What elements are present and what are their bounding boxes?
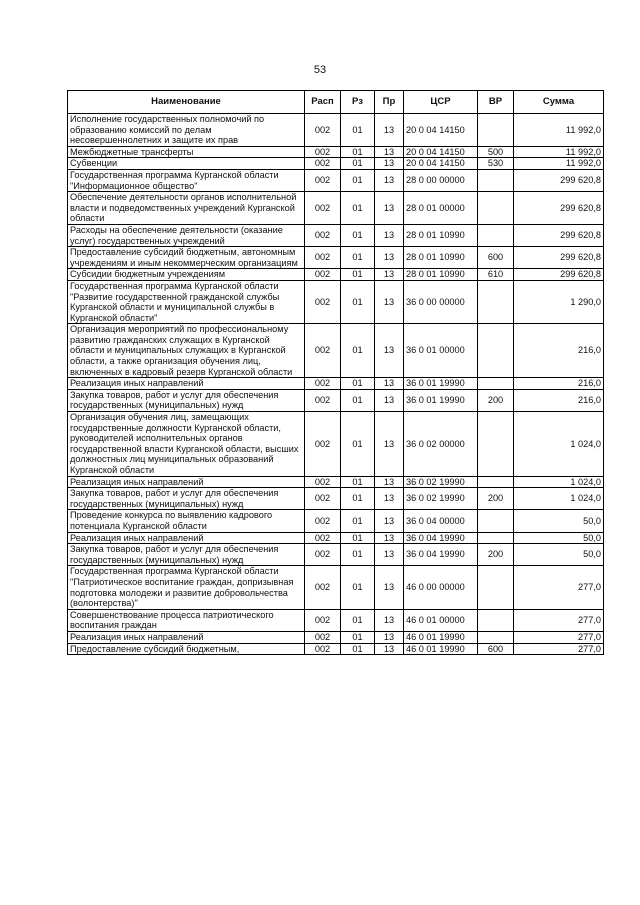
cell-sum: 1 024,0 — [514, 488, 604, 510]
cell-rasp: 002 — [305, 269, 341, 281]
cell-sum: 216,0 — [514, 378, 604, 390]
cell-rasp: 002 — [305, 609, 341, 631]
cell-sum: 50,0 — [514, 544, 604, 566]
cell-sum: 11 992,0 — [514, 146, 604, 158]
cell-name: Межбюджетные трансферты — [68, 146, 305, 158]
cell-pr: 13 — [375, 169, 404, 191]
cell-rz: 01 — [341, 609, 375, 631]
cell-csr: 36 0 04 19990 — [404, 544, 478, 566]
cell-sum: 50,0 — [514, 532, 604, 544]
cell-sum: 1 290,0 — [514, 280, 604, 323]
cell-csr: 28 0 01 10990 — [404, 247, 478, 269]
cell-csr: 36 0 04 19990 — [404, 532, 478, 544]
cell-rasp: 002 — [305, 488, 341, 510]
table-row — [68, 544, 604, 566]
cell-name: Обеспечение деятельности органов исполнительной власти и подведомственных учреждений Курганской области — [68, 192, 305, 225]
cell-vr: 530 — [478, 158, 514, 170]
cell-csr: 20 0 04 14150 — [404, 114, 478, 147]
cell-sum: 277,0 — [514, 643, 604, 655]
cell-sum: 11 992,0 — [514, 114, 604, 147]
cell-vr — [478, 169, 514, 191]
cell-rz: 01 — [341, 192, 375, 225]
cell-name: Субсидии бюджетным учреждениям — [68, 269, 305, 281]
cell-pr: 13 — [375, 488, 404, 510]
cell-sum: 1 024,0 — [514, 476, 604, 488]
cell-name: Организация мероприятий по профессиональному развитию гражданских служащих в Курганской области и муниципальных служащих в Курганской области, а также организация обучения лиц, включенных в кадровый резерв Курганской области — [68, 324, 305, 378]
cell-rz: 01 — [341, 643, 375, 655]
cell-csr: 36 0 01 19990 — [404, 378, 478, 390]
cell-rz: 01 — [341, 146, 375, 158]
cell-rasp: 002 — [305, 544, 341, 566]
cell-csr: 28 0 01 10990 — [404, 224, 478, 246]
table-row — [68, 643, 604, 655]
cell-sum: 299 620,8 — [514, 169, 604, 191]
cell-pr: 13 — [375, 609, 404, 631]
column-header-name: Наименование — [68, 91, 305, 114]
cell-rasp: 002 — [305, 247, 341, 269]
cell-csr: 36 0 02 00000 — [404, 412, 478, 477]
column-header-rasp: Расп — [305, 91, 341, 114]
cell-sum: 216,0 — [514, 389, 604, 411]
cell-rz: 01 — [341, 510, 375, 532]
cell-pr: 13 — [375, 544, 404, 566]
cell-vr: 200 — [478, 544, 514, 566]
cell-vr — [478, 609, 514, 631]
cell-vr: 500 — [478, 146, 514, 158]
cell-vr — [478, 476, 514, 488]
cell-vr — [478, 412, 514, 477]
table-row — [68, 224, 604, 246]
cell-rasp: 002 — [305, 476, 341, 488]
table-row — [68, 488, 604, 510]
table-row — [68, 609, 604, 631]
column-header-csr: ЦСР — [404, 91, 478, 114]
cell-rz: 01 — [341, 280, 375, 323]
cell-name: Расходы на обеспечение деятельности (оказание услуг) государственных учреждений — [68, 224, 305, 246]
cell-pr: 13 — [375, 269, 404, 281]
cell-pr: 13 — [375, 158, 404, 170]
cell-csr: 20 0 04 14150 — [404, 158, 478, 170]
cell-rasp: 002 — [305, 378, 341, 390]
cell-sum: 216,0 — [514, 324, 604, 378]
cell-name: Государственная программа Курганской области "Развитие государственной гражданской службы Курганской области и муниципальной службы в Курганской области" — [68, 280, 305, 323]
page-number: 53 — [313, 64, 327, 76]
cell-csr: 36 0 01 00000 — [404, 324, 478, 378]
cell-name: Предоставление субсидий бюджетным, — [68, 643, 305, 655]
cell-pr: 13 — [375, 324, 404, 378]
cell-csr: 36 0 02 19990 — [404, 488, 478, 510]
cell-name: Исполнение государственных полномочий по образованию комиссий по делам несовершеннолетних и защите их прав — [68, 114, 305, 147]
cell-pr: 13 — [375, 476, 404, 488]
cell-csr: 36 0 00 00000 — [404, 280, 478, 323]
table-row — [68, 169, 604, 191]
cell-name: Совершенствование процесса патриотического воспитания граждан — [68, 609, 305, 631]
cell-rasp: 002 — [305, 146, 341, 158]
cell-sum: 277,0 — [514, 609, 604, 631]
cell-csr: 28 0 01 10990 — [404, 269, 478, 281]
cell-vr: 600 — [478, 247, 514, 269]
table-row — [68, 476, 604, 488]
cell-csr: 28 0 00 00000 — [404, 169, 478, 191]
cell-pr: 13 — [375, 247, 404, 269]
cell-rasp: 002 — [305, 389, 341, 411]
cell-vr — [478, 280, 514, 323]
cell-rz: 01 — [341, 476, 375, 488]
cell-rz: 01 — [341, 158, 375, 170]
cell-name: Реализация иных направлений — [68, 532, 305, 544]
table-row — [68, 192, 604, 225]
cell-vr — [478, 510, 514, 532]
table-row — [68, 114, 604, 147]
cell-sum: 299 620,8 — [514, 247, 604, 269]
column-header-vr: ВР — [478, 91, 514, 114]
cell-name: Реализация иных направлений — [68, 476, 305, 488]
cell-vr: 610 — [478, 269, 514, 281]
cell-name: Закупка товаров, работ и услуг для обеспечения государственных (муниципальных) нужд — [68, 544, 305, 566]
cell-name: Предоставление субсидий бюджетным, автономным учреждениям и иным некоммерческим организациям — [68, 247, 305, 269]
cell-vr — [478, 324, 514, 378]
cell-sum: 277,0 — [514, 631, 604, 643]
cell-rasp: 002 — [305, 192, 341, 225]
cell-rasp: 002 — [305, 643, 341, 655]
cell-rasp: 002 — [305, 566, 341, 609]
column-header-sum: Сумма — [514, 91, 604, 114]
table-row — [68, 510, 604, 532]
cell-rz: 01 — [341, 247, 375, 269]
cell-pr: 13 — [375, 192, 404, 225]
cell-pr: 13 — [375, 224, 404, 246]
table-row — [68, 378, 604, 390]
cell-vr — [478, 114, 514, 147]
cell-vr: 200 — [478, 389, 514, 411]
cell-csr: 46 0 01 19990 — [404, 631, 478, 643]
cell-pr: 13 — [375, 643, 404, 655]
cell-vr: 600 — [478, 643, 514, 655]
cell-rz: 01 — [341, 412, 375, 477]
table-row — [68, 269, 604, 281]
table-row — [68, 412, 604, 477]
cell-vr — [478, 566, 514, 609]
cell-csr: 28 0 01 00000 — [404, 192, 478, 225]
cell-sum: 299 620,8 — [514, 269, 604, 281]
cell-rz: 01 — [341, 566, 375, 609]
cell-rz: 01 — [341, 378, 375, 390]
cell-name: Закупка товаров, работ и услуг для обеспечения государственных (муниципальных) нужд — [68, 488, 305, 510]
column-header-rz: Рз — [341, 91, 375, 114]
cell-pr: 13 — [375, 280, 404, 323]
cell-name: Государственная программа Курганской области "Информационное общество" — [68, 169, 305, 191]
cell-pr: 13 — [375, 566, 404, 609]
cell-name: Реализация иных направлений — [68, 631, 305, 643]
cell-pr: 13 — [375, 378, 404, 390]
cell-rz: 01 — [341, 544, 375, 566]
cell-rz: 01 — [341, 114, 375, 147]
table-row — [68, 389, 604, 411]
cell-name: Закупка товаров, работ и услуг для обеспечения государственных (муниципальных) нужд — [68, 389, 305, 411]
cell-vr — [478, 532, 514, 544]
cell-sum: 299 620,8 — [514, 224, 604, 246]
cell-pr: 13 — [375, 114, 404, 147]
cell-sum: 299 620,8 — [514, 192, 604, 225]
cell-rasp: 002 — [305, 224, 341, 246]
cell-rasp: 002 — [305, 510, 341, 532]
table-row — [68, 631, 604, 643]
cell-rz: 01 — [341, 269, 375, 281]
cell-sum: 277,0 — [514, 566, 604, 609]
cell-vr: 200 — [478, 488, 514, 510]
cell-vr — [478, 378, 514, 390]
cell-rasp: 002 — [305, 631, 341, 643]
cell-sum: 11 992,0 — [514, 158, 604, 170]
cell-pr: 13 — [375, 412, 404, 477]
cell-pr: 13 — [375, 389, 404, 411]
cell-csr: 46 0 01 00000 — [404, 609, 478, 631]
table-row — [68, 247, 604, 269]
cell-csr: 46 0 01 19990 — [404, 643, 478, 655]
table-row — [68, 532, 604, 544]
budget-table — [67, 90, 604, 655]
cell-name: Субвенции — [68, 158, 305, 170]
cell-rz: 01 — [341, 324, 375, 378]
cell-csr: 36 0 01 19990 — [404, 389, 478, 411]
cell-name: Проведение конкурса по выявлению кадрового потенциала Курганской области — [68, 510, 305, 532]
cell-name: Организация обучения лиц, замещающих государственные должности Курганской области, руководителей исполнительных органов государственной власти Курганской области, высших должностных лиц муниципальных образований Курганской области — [68, 412, 305, 477]
cell-pr: 13 — [375, 510, 404, 532]
cell-csr: 46 0 00 00000 — [404, 566, 478, 609]
cell-csr: 36 0 04 00000 — [404, 510, 478, 532]
cell-rasp: 002 — [305, 412, 341, 477]
cell-pr: 13 — [375, 146, 404, 158]
cell-rasp: 002 — [305, 114, 341, 147]
column-header-pr: Пр — [375, 91, 404, 114]
cell-rz: 01 — [341, 532, 375, 544]
cell-rz: 01 — [341, 488, 375, 510]
cell-vr — [478, 192, 514, 225]
cell-vr — [478, 224, 514, 246]
cell-rz: 01 — [341, 389, 375, 411]
cell-csr: 36 0 02 19990 — [404, 476, 478, 488]
cell-sum: 50,0 — [514, 510, 604, 532]
table-row — [68, 146, 604, 158]
table-row — [68, 158, 604, 170]
cell-pr: 13 — [375, 631, 404, 643]
table-row — [68, 324, 604, 378]
cell-csr: 20 0 04 14150 — [404, 146, 478, 158]
table-header-row — [68, 91, 604, 114]
cell-name: Реализация иных направлений — [68, 378, 305, 390]
cell-rasp: 002 — [305, 324, 341, 378]
cell-rz: 01 — [341, 224, 375, 246]
table-row — [68, 280, 604, 323]
cell-vr — [478, 631, 514, 643]
cell-pr: 13 — [375, 532, 404, 544]
table-body — [68, 114, 604, 655]
cell-rasp: 002 — [305, 169, 341, 191]
cell-sum: 1 024,0 — [514, 412, 604, 477]
cell-rasp: 002 — [305, 158, 341, 170]
table-row — [68, 566, 604, 609]
cell-rasp: 002 — [305, 280, 341, 323]
cell-rz: 01 — [341, 631, 375, 643]
cell-rz: 01 — [341, 169, 375, 191]
cell-name: Государственная программа Курганской области "Патриотическое воспитание граждан, допризывная подготовка молодежи и развитие добровольчества (волонтерства)" — [68, 566, 305, 609]
cell-rasp: 002 — [305, 532, 341, 544]
